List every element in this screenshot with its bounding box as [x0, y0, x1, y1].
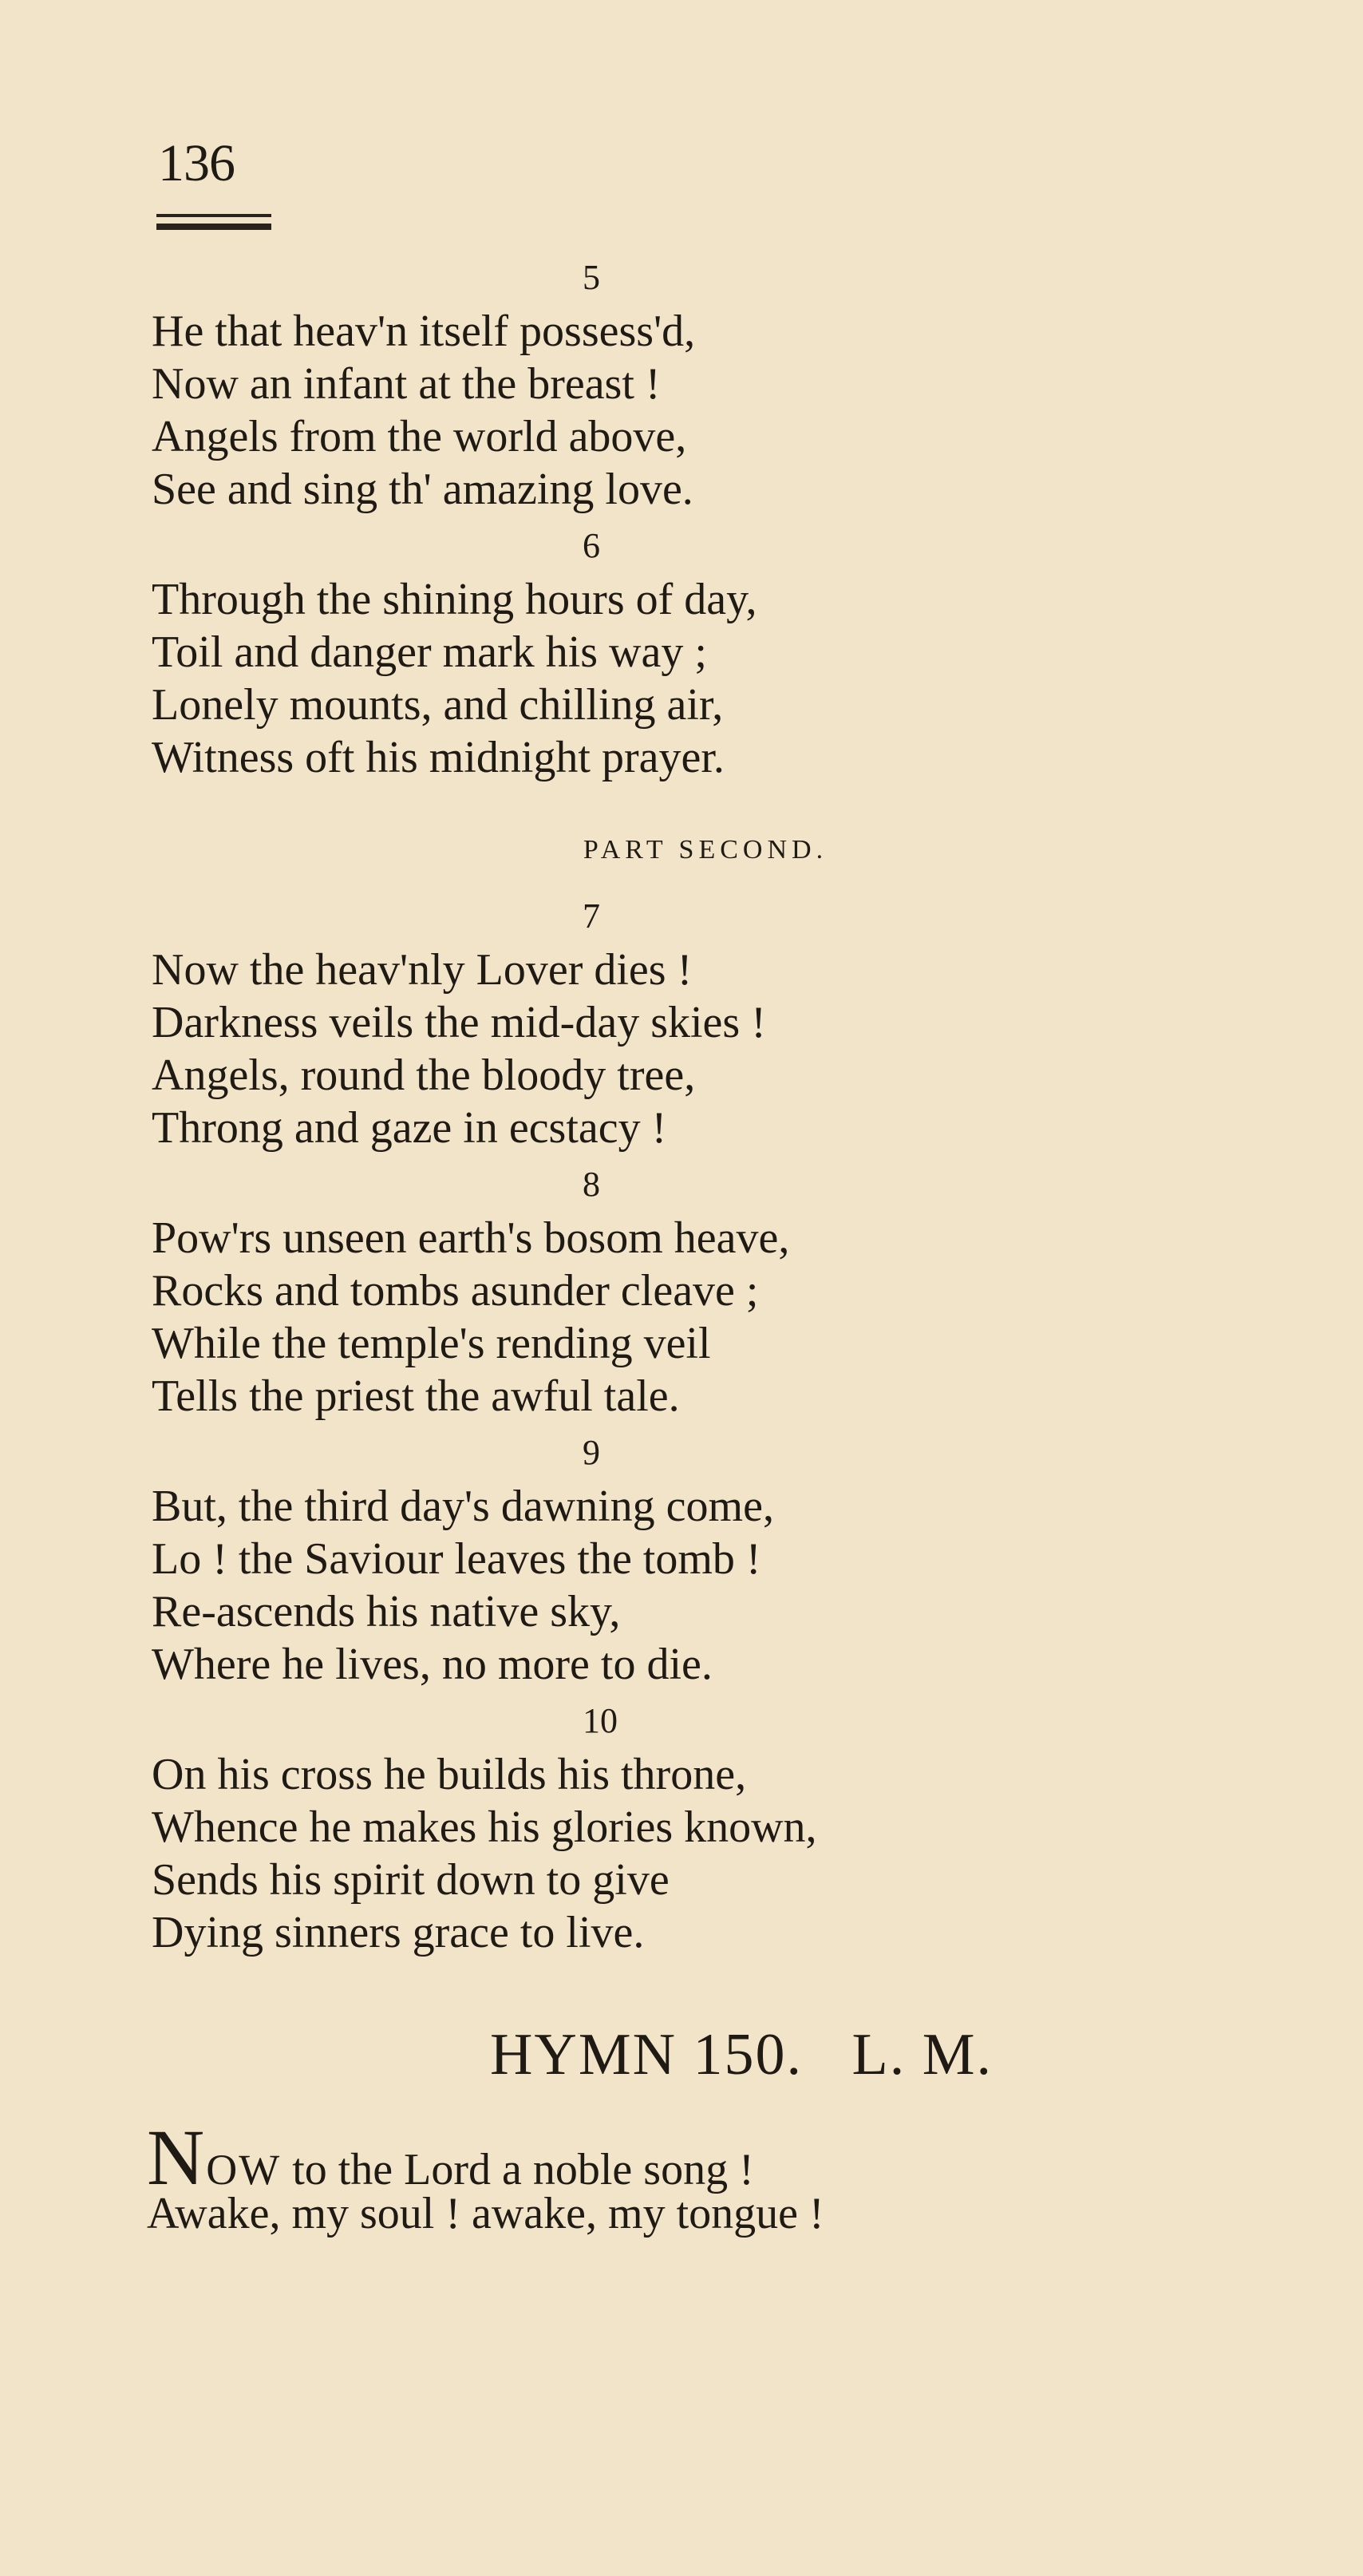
verses-part-one — [152, 247, 1189, 784]
stanza-number: 10 — [583, 1701, 618, 1740]
verse-line: Darkness veils the mid-day skies ! — [152, 998, 766, 1047]
stanza-5 — [152, 260, 1189, 516]
verse-line: Now the heav'nly Lover dies ! — [152, 945, 693, 995]
stanza-number: 6 — [583, 526, 600, 565]
verse-line: But, the third day's dawning come, — [152, 1482, 774, 1531]
verses-part-two — [152, 886, 1189, 1959]
verse-line: Lonely mounts, and chilling air, — [152, 680, 724, 730]
verse-line: Sends his spirit down to give — [152, 1855, 670, 1905]
stanza-10 — [152, 1703, 1189, 1959]
hymn-title: HYMN 150. L. M. — [489, 2022, 994, 2087]
verse-line: See and sing th' amazing love. — [152, 465, 693, 514]
stanza-6 — [152, 528, 1189, 784]
verse-line: Rocks and tombs asunder cleave ; — [152, 1266, 759, 1316]
hymn-second-line: Awake, my soul ! awake, my tongue ! — [147, 2189, 824, 2238]
verse-line: He that heav'n itself possess'd, — [152, 307, 696, 356]
stanza-number: 9 — [583, 1433, 600, 1472]
verse-line: On his cross he builds his throne, — [152, 1750, 747, 1799]
stanza-9 — [152, 1435, 1189, 1691]
drop-cap: N — [147, 2113, 205, 2202]
stanza-number: 5 — [583, 258, 600, 297]
header-rule — [156, 214, 271, 230]
verse-line: Now an infant at the breast ! — [152, 359, 661, 409]
section-heading: PART SECOND. — [583, 835, 828, 865]
verse-line: Whence he makes his glories known, — [152, 1802, 817, 1852]
page-number: 136 — [158, 134, 235, 192]
verse-line: Pow'rs unseen earth's bosom heave, — [152, 1213, 790, 1263]
verse-line: While the temple's rending veil — [152, 1319, 711, 1368]
stanza-7 — [152, 896, 1189, 1154]
stanza-8 — [152, 1167, 1189, 1423]
first-line-text: to the Lord a noble song ! — [281, 2145, 754, 2194]
hymn-verse — [147, 2113, 824, 2242]
hymn-first-line — [147, 2113, 824, 2202]
verse-line: Toil and danger mark his way ; — [152, 627, 707, 677]
verse-line: Witness oft his midnight prayer. — [152, 733, 725, 782]
verse-line: Lo ! the Saviour leaves the tomb ! — [152, 1534, 761, 1584]
verse-line: Where he lives, no more to die. — [152, 1640, 713, 1689]
verse-line: Dying sinners grace to live. — [152, 1908, 645, 1957]
small-caps-word: OW — [206, 2146, 282, 2194]
verse-line: Throng and gaze in ecstacy ! — [152, 1103, 667, 1153]
stanza-number: 8 — [583, 1165, 600, 1204]
verse-line: Angels, round the bloody tree, — [152, 1051, 696, 1100]
verse-line: Through the shining hours of day, — [152, 575, 757, 624]
verse-line: Angels from the world above, — [152, 412, 687, 461]
verse-line: Re-ascends his native sky, — [152, 1587, 621, 1636]
stanza-number: 7 — [583, 896, 600, 936]
verse-line: Tells the priest the awful tale. — [152, 1371, 680, 1421]
